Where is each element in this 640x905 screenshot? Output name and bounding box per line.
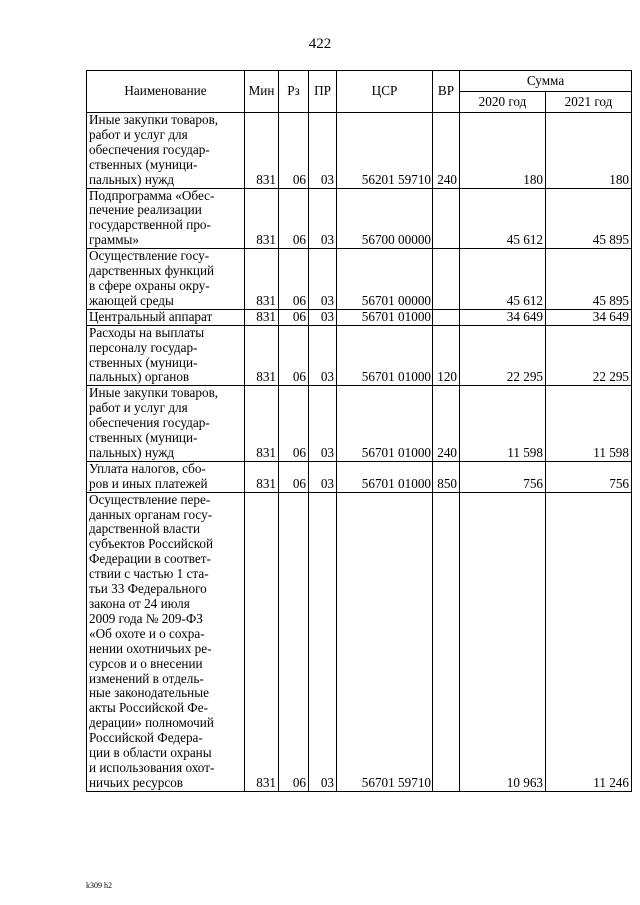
- row-rz: 06: [279, 309, 309, 325]
- row-2021: 756: [546, 461, 632, 492]
- header-vr: ВР: [433, 71, 460, 113]
- table-row: [87, 492, 632, 791]
- table-row: [87, 249, 632, 310]
- row-pr: 03: [309, 325, 337, 386]
- row-name: Расходы на выплаты персоналу государ- ственных (муници- пальных) органов: [87, 325, 245, 386]
- table-row: [87, 188, 632, 249]
- row-name: Уплата налогов, сбо- ров и иных платежей: [87, 461, 245, 492]
- budget-table: [86, 70, 632, 792]
- row-min: 831: [245, 461, 279, 492]
- row-min: 831: [245, 113, 279, 189]
- row-name: Осуществление пере- данных органам госу- дарственной власти субъектов Российской Федерации в соответ- ствии с частью 1 ста- тьи 33 Федерального закона от 24 июля 2009 года № 209-ФЗ «Об охоте и о сохра- нении охотничьих ре- сурсов и о внесении изменений в отдель- ные законодательные акты Российской Фе- дерации» полномочий Российской Федера- ции в области охраны и использования охот- ничьих ресурсов: [87, 492, 245, 791]
- row-pr: 03: [309, 188, 337, 249]
- row-2020: 45 612: [460, 249, 546, 310]
- header-sum: Сумма: [460, 71, 632, 92]
- row-vr: [433, 188, 460, 249]
- row-vr: [433, 309, 460, 325]
- row-min: 831: [245, 492, 279, 791]
- row-vr: 850: [433, 461, 460, 492]
- header-rz: Рз: [279, 71, 309, 113]
- row-pr: 03: [309, 113, 337, 189]
- row-pr: 03: [309, 386, 337, 462]
- row-rz: 06: [279, 461, 309, 492]
- row-pr: 03: [309, 461, 337, 492]
- row-name: Иные закупки товаров, работ и услуг для обеспечения государ- ственных (муници- пальных) нужд: [87, 386, 245, 462]
- row-vr: 120: [433, 325, 460, 386]
- row-pr: 03: [309, 309, 337, 325]
- row-csr: 56201 59710: [337, 113, 433, 189]
- row-csr: 56701 01000: [337, 386, 433, 462]
- header-row: [87, 71, 632, 92]
- row-rz: 06: [279, 492, 309, 791]
- table-row: [87, 386, 632, 462]
- row-min: 831: [245, 309, 279, 325]
- row-2020: 22 295: [460, 325, 546, 386]
- row-vr: 240: [433, 113, 460, 189]
- header-csr: ЦСР: [337, 71, 433, 113]
- row-csr: 56701 01000: [337, 309, 433, 325]
- row-csr: 56700 00000: [337, 188, 433, 249]
- row-pr: 03: [309, 249, 337, 310]
- row-2021: 11 246: [546, 492, 632, 791]
- row-2020: 756: [460, 461, 546, 492]
- row-rz: 06: [279, 113, 309, 189]
- table-row: [87, 113, 632, 189]
- table-row: [87, 461, 632, 492]
- row-vr: 240: [433, 386, 460, 462]
- row-csr: 56701 01000: [337, 461, 433, 492]
- row-min: 831: [245, 386, 279, 462]
- row-name: Иные закупки товаров, работ и услуг для обеспечения государ- ственных (муници- пальных) нужд: [87, 113, 245, 189]
- header-name: Наименование: [87, 71, 245, 113]
- row-2020: 11 598: [460, 386, 546, 462]
- row-2020: 45 612: [460, 188, 546, 249]
- row-csr: 56701 00000: [337, 249, 433, 310]
- row-name: Осуществление госу- дарственных функций в сфере охраны окру- жающей среды: [87, 249, 245, 310]
- row-min: 831: [245, 325, 279, 386]
- footer-code: k309 h2: [86, 881, 112, 890]
- row-rz: 06: [279, 249, 309, 310]
- row-name: Подпрограмма «Обес- печение реализации государственной про- граммы»: [87, 188, 245, 249]
- row-2021: 34 649: [546, 309, 632, 325]
- header-2020: 2020 год: [460, 92, 546, 113]
- row-2021: 45 895: [546, 188, 632, 249]
- row-csr: 56701 01000: [337, 325, 433, 386]
- row-2020: 34 649: [460, 309, 546, 325]
- header-min: Мин: [245, 71, 279, 113]
- row-name: Центральный аппарат: [87, 309, 245, 325]
- row-rz: 06: [279, 386, 309, 462]
- row-csr: 56701 59710: [337, 492, 433, 791]
- header-pr: ПР: [309, 71, 337, 113]
- table-row: [87, 325, 632, 386]
- row-min: 831: [245, 249, 279, 310]
- header-2021: 2021 год: [546, 92, 632, 113]
- row-2021: 45 895: [546, 249, 632, 310]
- row-2021: 180: [546, 113, 632, 189]
- row-2021: 11 598: [546, 386, 632, 462]
- row-2020: 180: [460, 113, 546, 189]
- row-pr: 03: [309, 492, 337, 791]
- row-2021: 22 295: [546, 325, 632, 386]
- page-number: 422: [308, 36, 332, 52]
- row-vr: [433, 249, 460, 310]
- row-2020: 10 963: [460, 492, 546, 791]
- row-rz: 06: [279, 188, 309, 249]
- row-rz: 06: [279, 325, 309, 386]
- table-row: [87, 309, 632, 325]
- row-min: 831: [245, 188, 279, 249]
- row-vr: [433, 492, 460, 791]
